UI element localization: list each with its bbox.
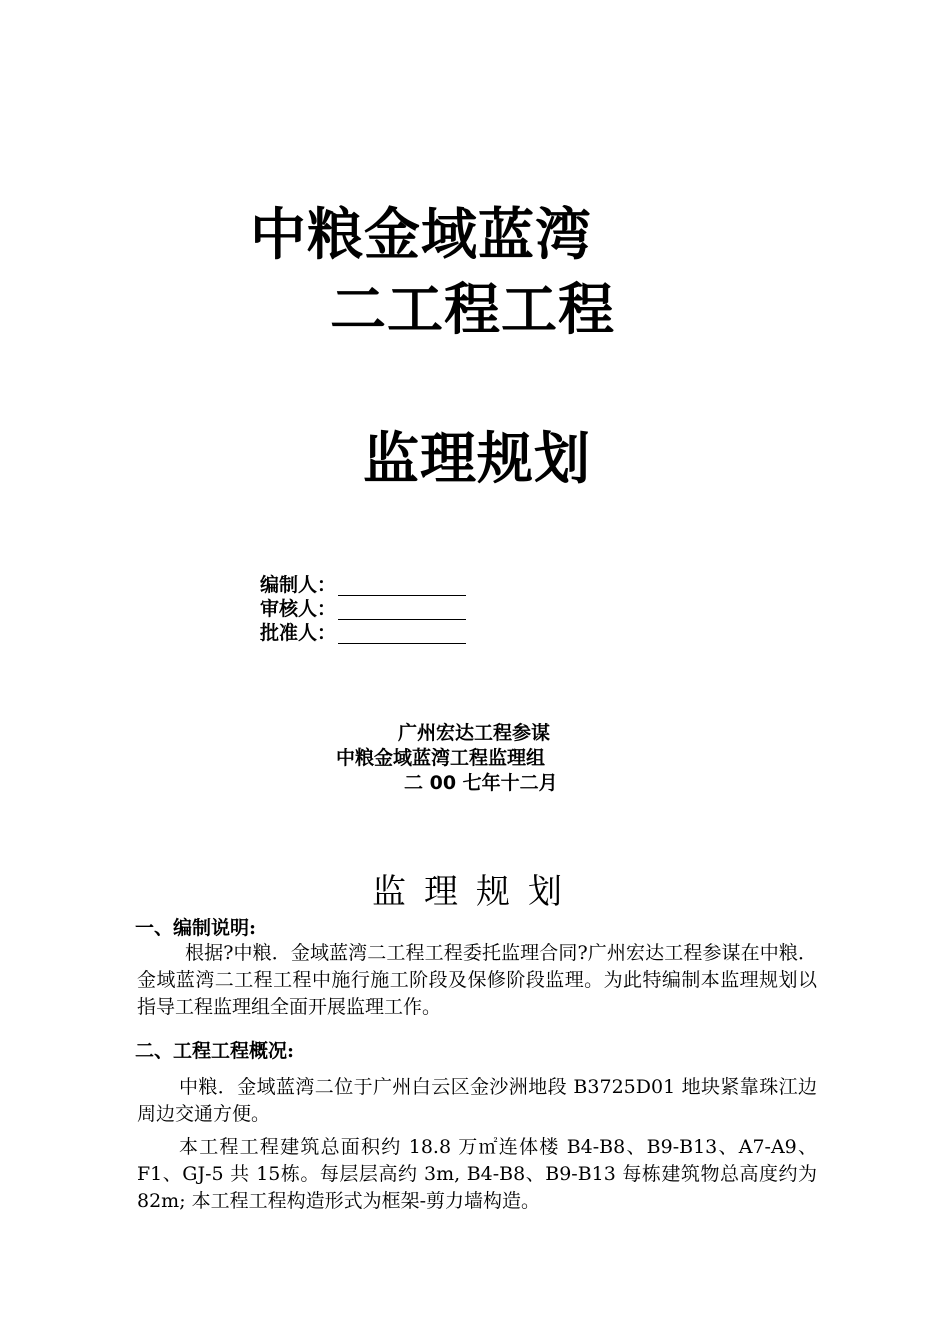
section-title: 监理规划 (372, 872, 580, 912)
heading-project-overview: 二、工程工程概况: (135, 1040, 295, 1062)
cover-title-line1: 中粮金域蓝湾 (250, 203, 592, 268)
heading-compilation-notes: 一、编制说明: (135, 917, 257, 939)
org-line2: 中粮金域蓝湾工程监理组 (336, 747, 546, 769)
cover-title-line3: 监理规划 (363, 427, 591, 492)
reviewer-row (260, 598, 466, 620)
approver-row (260, 622, 466, 644)
reviewer-label: 审核人： (260, 598, 337, 620)
reviewer-blank (338, 601, 466, 620)
org-line1: 广州宏达工程参谋 (398, 722, 551, 744)
org-date: 二 00 七年十二月 (404, 772, 558, 794)
para-building-info: 本工程工程建筑总面积约 18.8 万㎡连体楼 B4-B8、B9-B13、A7-A9、F1、GJ-5 共 15栋。每层层高约 3m, B4-B8、B9-B13 每栋建筑物总高度约为 82m; 本工程工程构造形式为框架-剪力墙构造。 (137, 1136, 817, 1212)
approver-label: 批准人： (260, 622, 337, 644)
approver-blank (338, 625, 466, 644)
para-location: 中粮．金域蓝湾二位于广州白云区金沙洲地段 B3725D01 地块紧靠珠江边周边交通方便。 (137, 1076, 817, 1125)
compiler-row (260, 574, 466, 596)
compiler-blank (338, 577, 466, 596)
compiler-label: 编制人： (260, 574, 337, 596)
para-compilation-notes: 根据?中粮．金域蓝湾二工程工程委托监理合同?广州宏达工程参谋在中粮．金域蓝湾二工程工程中施行施工阶段及保修阶段监理。为此特编制本监理规划以指导工程监理组全面开展监理工作。 (137, 942, 817, 1018)
cover-title-line2: 二工程工程 (330, 278, 615, 343)
